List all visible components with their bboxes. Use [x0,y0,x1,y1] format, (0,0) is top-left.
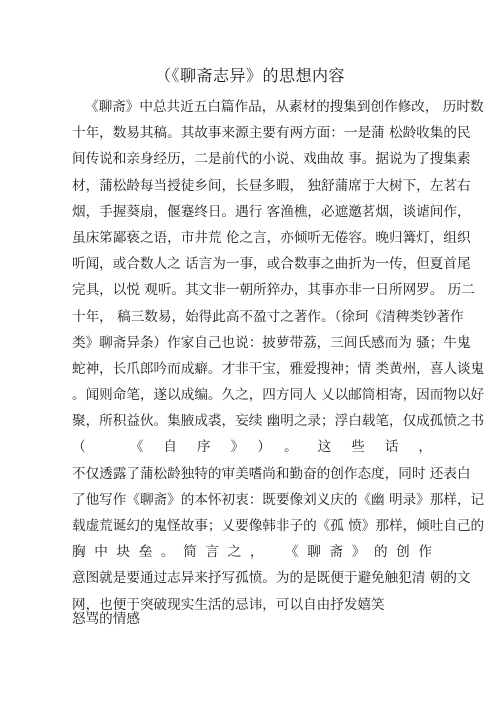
text-line: 材，蒲松龄每当授徒乡间，长昼多暇， 独舒蒲席于大树下，左茗右 [72,177,471,194]
text-line: 间传说和亲身经历，二是前代的小说、戏曲故 事。据说为了搜集素 [72,151,471,168]
text-line: 十年， 稿三数易，始得此高不盈寸之著作。（徐珂《清稗类钞著作 [72,308,464,325]
document-body [72,94,485,618]
text-line: 蛇神，长爪郎吟而成癖。才非干宝，雅爱搜神；情 类黄州，喜人谈鬼 [72,360,485,377]
text-line: 类》聊斋异条）作家自己也说：披萝带荔，三闾氏感而为 骚；牛鬼 [72,334,471,351]
text-line: 网，也便于突破现实生活的忌讳，可以自由抒发嬉笑 [72,596,385,613]
text-line: 十年，数易其稿。其故事来源主要有两方面：一是蒲 松龄收集的民 [72,125,471,142]
document-title: （《聊斋志异》的思想内容 [154,66,345,85]
text-line: 《聊斋》中总共近五白篇作品，从素材的搜集到创作修改， 历时数 [85,99,484,115]
text-line: 载虚荒诞幻的鬼怪故事；乂要像韩非子的《孤 愤》那样，倾吐自己的 [72,518,485,534]
text-line: 听闻，或合数人之 话言为一事，或合数事之曲折为一传，但夏首尾 [72,256,471,273]
text-line: 。闻则命笔，遂以成编。久之，四方同人 乂以邮筒相寄，因而物以好 [72,387,485,404]
text-line: 意图就是要通过志异来抒写孤愤。为的是既便于避免触犯清 朝的文 [72,570,471,587]
text-line: 烟，手握葵扇，偃蹇终日。遇行 客渔樵，必遮邀茗烟，谈谑间作， [72,203,471,220]
text-line: 聚，所积益伙。集腋成裘，妄续 幽明之录；浮白载笔，仅成孤愤之书 [72,413,485,430]
text-line: （ 《自序》）。这些话， [72,439,432,456]
text-line: 不仅透露了蒲松龄独特的审美嗜尚和勤奋的创作态度，同时 还表白 [72,465,471,482]
text-line: 完具，以悦 观听。其文非一朝所猝办，其事亦非一日所网罗。 历二 [72,282,475,299]
text-line: 虽床笫鄙亵之语，市井荒 伦之言，亦倾听无倦容。晚归篝灯，组织 [72,229,471,246]
text-line: 了他写作《聊斋》的本怀初衷：既要像刘义庆的《幽 明录》那样，记 [72,491,485,508]
text-line-tail: 怒骂的情感 [72,611,140,627]
text-line: 胸中块垒。简言之， 《聊斋》的创作 [72,544,432,561]
